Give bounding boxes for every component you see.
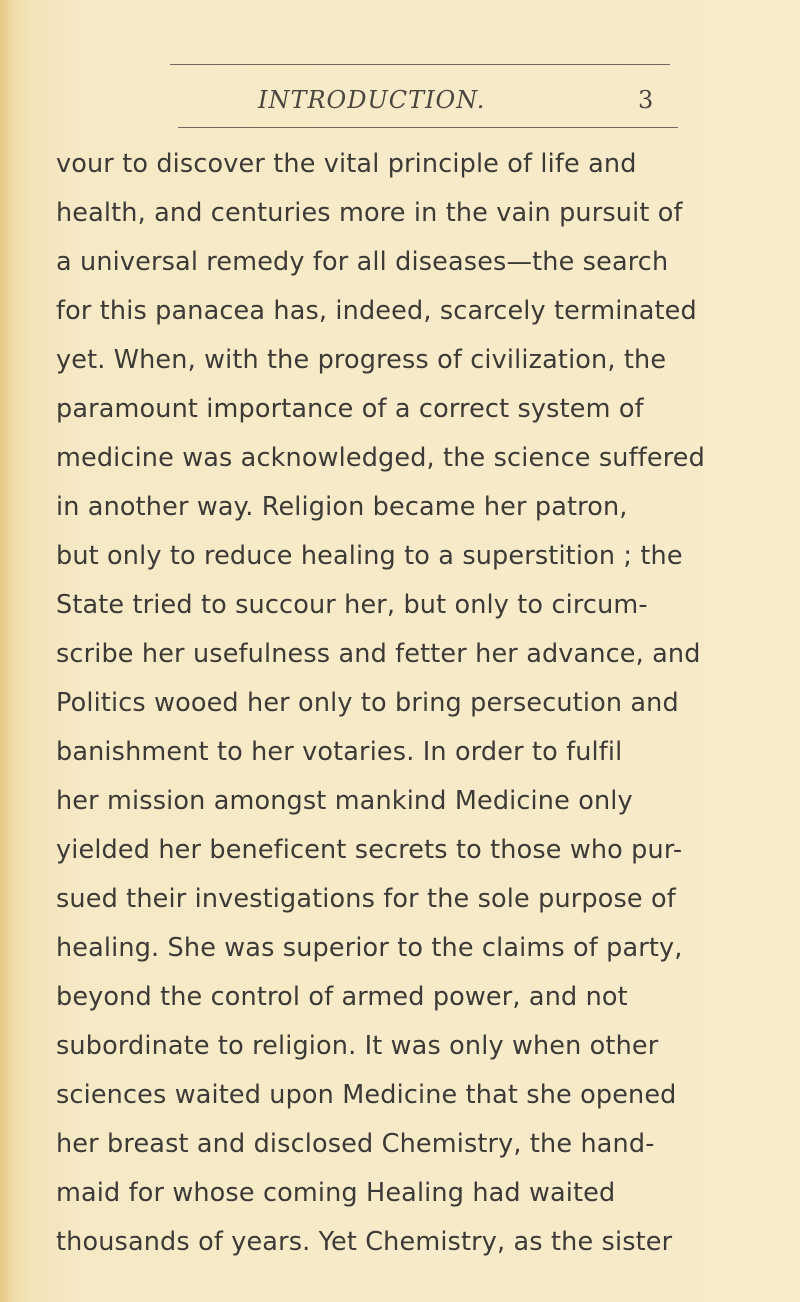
text-line: her mission amongst mankind Medicine only [56, 786, 633, 816]
text-line: but only to reduce healing to a superstition ; the [56, 541, 683, 571]
page-edge-shadow [0, 0, 14, 1302]
text-line: for this panacea has, indeed, scarcely terminated [56, 296, 697, 326]
text-line: subordinate to religion. It was only when other [56, 1031, 659, 1061]
header-rule-top [170, 64, 670, 65]
text-line: a universal remedy for all diseases—the search [56, 247, 669, 277]
text-line: yet. When, with the progress of civilization, the [56, 345, 667, 375]
text-line: thousands of years. Yet Chemistry, as the sister [56, 1227, 673, 1257]
text-line: scribe her usefulness and fetter her advance, and [56, 639, 701, 669]
text-line: her breast and disclosed Chemistry, the hand- [56, 1129, 655, 1159]
body-text [56, 140, 786, 1267]
page-number: 3 [638, 86, 654, 114]
text-line: banishment to her votaries. In order to fulfil [56, 737, 623, 767]
header-rule-bottom [178, 127, 678, 128]
text-line: medicine was acknowledged, the science suffered [56, 443, 705, 473]
text-line: maid for whose coming Healing had waited [56, 1178, 616, 1208]
text-line: vour to discover the vital principle of life and [56, 149, 637, 179]
text-line: Politics wooed her only to bring persecution and [56, 688, 679, 718]
text-line: sued their investigations for the sole purpose of [56, 884, 676, 914]
text-line: healing. She was superior to the claims of party, [56, 933, 683, 963]
text-line: in another way. Religion became her patron, [56, 492, 628, 522]
text-line: health, and centuries more in the vain pursuit of [56, 198, 683, 228]
text-line: yielded her beneficent secrets to those who pur- [56, 835, 683, 865]
text-line: beyond the control of armed power, and not [56, 982, 628, 1012]
text-line: paramount importance of a correct system of [56, 394, 644, 424]
running-head: INTRODUCTION. [258, 86, 486, 114]
text-line: sciences waited upon Medicine that she opened [56, 1080, 677, 1110]
text-line: State tried to succour her, but only to circum- [56, 590, 648, 620]
